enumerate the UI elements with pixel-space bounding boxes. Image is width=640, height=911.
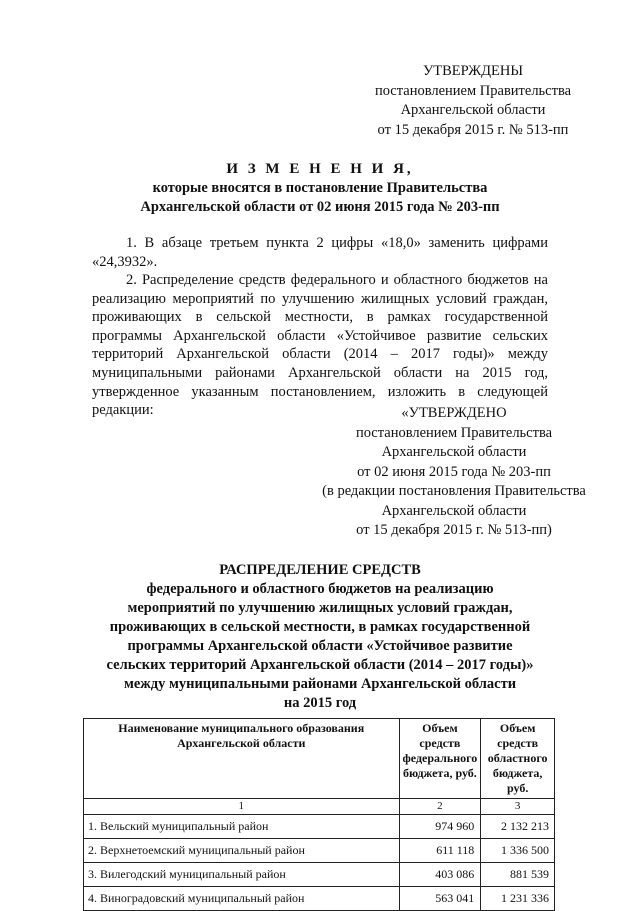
column-number: 2: [399, 799, 481, 815]
regional-amount: 1 336 500: [481, 839, 555, 863]
approval-block-second: [300, 404, 608, 541]
table-row: [84, 839, 555, 863]
distribution-title: РАСПРЕДЕЛЕНИЕ СРЕДСТВ: [219, 562, 421, 578]
municipality-name: 1. Вельский муниципальный район: [84, 815, 400, 839]
header-text: Объем средств: [419, 721, 461, 750]
header-text: областного: [487, 751, 548, 765]
approval-line: Архангельской области: [381, 444, 527, 460]
column-number: 1: [84, 799, 400, 815]
changes-subtitle-line: которые вносятся в постановление Правительства: [152, 180, 488, 196]
municipality-name: 2. Верхнетоемский муниципальный район: [84, 839, 400, 863]
distribution-table: [83, 718, 555, 911]
approval-title: УТВЕРЖДЕНЫ: [422, 63, 524, 79]
regional-amount: 881 539: [481, 863, 555, 887]
paragraph-2: 2. Распределение средств федерального и областного бюджетов на реализацию мероприятий по улучшению жилищных условий граждан, проживающих в сельской местности, в рамках государственной программы Архангельской области «Устойчивое развитие сельских территорий Архангельской области (2014 – 2017 годы)» между муниципальными районами Архангельской области на 2015 год, утвержденное указанным постановлением, изложить в следующей редакции:: [92, 272, 548, 419]
header-municipality: [84, 719, 400, 799]
header-text: бюджета, руб.: [402, 766, 477, 780]
approval-line: Архангельской области: [400, 102, 546, 118]
distribution-subtitle-line: на 2015 год: [283, 695, 357, 711]
federal-amount: 974 960: [399, 815, 481, 839]
header-federal: [399, 719, 481, 799]
municipality-name: 3. Вилегодский муниципальный район: [84, 863, 400, 887]
changes-subtitle-line: Архангельской области от 02 июня 2015 года № 203-пп: [140, 199, 500, 215]
header-text: федерального: [402, 751, 478, 765]
distribution-subtitle-line: программы Архангельской области «Устойчивое развитие: [127, 638, 513, 654]
table-row: [84, 887, 555, 911]
approval-block-top: [362, 62, 584, 140]
approval-line: (в редакции постановления Правительства: [322, 483, 586, 499]
table-header-row: [84, 719, 555, 799]
table-row: [84, 863, 555, 887]
distribution-subtitle-line: мероприятий по улучшению жилищных условий граждан,: [127, 600, 513, 616]
approval-line: постановлением Правительства: [374, 82, 572, 99]
federal-amount: 403 086: [399, 863, 481, 887]
distribution-subtitle-line: проживающих в сельской местности, в рамках государственной: [109, 619, 531, 635]
regional-amount: 2 132 213: [481, 815, 555, 839]
approval-line: от 02 июня 2015 года № 203-пп: [357, 463, 551, 480]
header-text: бюджета, руб.: [492, 766, 543, 795]
approval-line: от 15 декабря 2015 г. № 513-пп: [377, 121, 569, 138]
table-row: [84, 815, 555, 839]
changes-heading: [0, 160, 640, 217]
distribution-subtitle-line: сельских территорий Архангельской области (2014 – 2017 годы)»: [106, 657, 534, 673]
paragraph-1: 1. В абзаце третьем пункта 2 цифры «18,0» заменить цифрами «24,3932».: [92, 235, 548, 270]
distribution-subtitle-line: федерального и областного бюджетов на реализацию: [146, 581, 494, 597]
distribution-heading: [0, 561, 640, 713]
distribution-subtitle-line: между муниципальными районами Архангельской области: [123, 676, 517, 692]
header-text: Архангельской области: [177, 736, 306, 750]
column-number: 3: [481, 799, 555, 815]
column-number-row: [84, 799, 555, 815]
regional-amount: 1 231 336: [481, 887, 555, 911]
header-text: Наименование муниципального образования: [118, 721, 365, 735]
municipality-name: 4. Виноградовский муниципальный район: [84, 887, 400, 911]
federal-amount: 563 041: [399, 887, 481, 911]
header-regional: [481, 719, 555, 799]
approval-title: «УТВЕРЖДЕНО: [401, 405, 507, 421]
changes-title: И З М Е Н Е Н И Я,: [226, 161, 414, 177]
approval-line: Архангельской области: [381, 502, 527, 519]
header-text: Объем средств: [497, 721, 539, 750]
approval-line: от 15 декабря 2015 г. № 513-пп): [356, 522, 552, 538]
federal-amount: 611 118: [399, 839, 481, 863]
approval-line: постановлением Правительства: [355, 424, 553, 441]
